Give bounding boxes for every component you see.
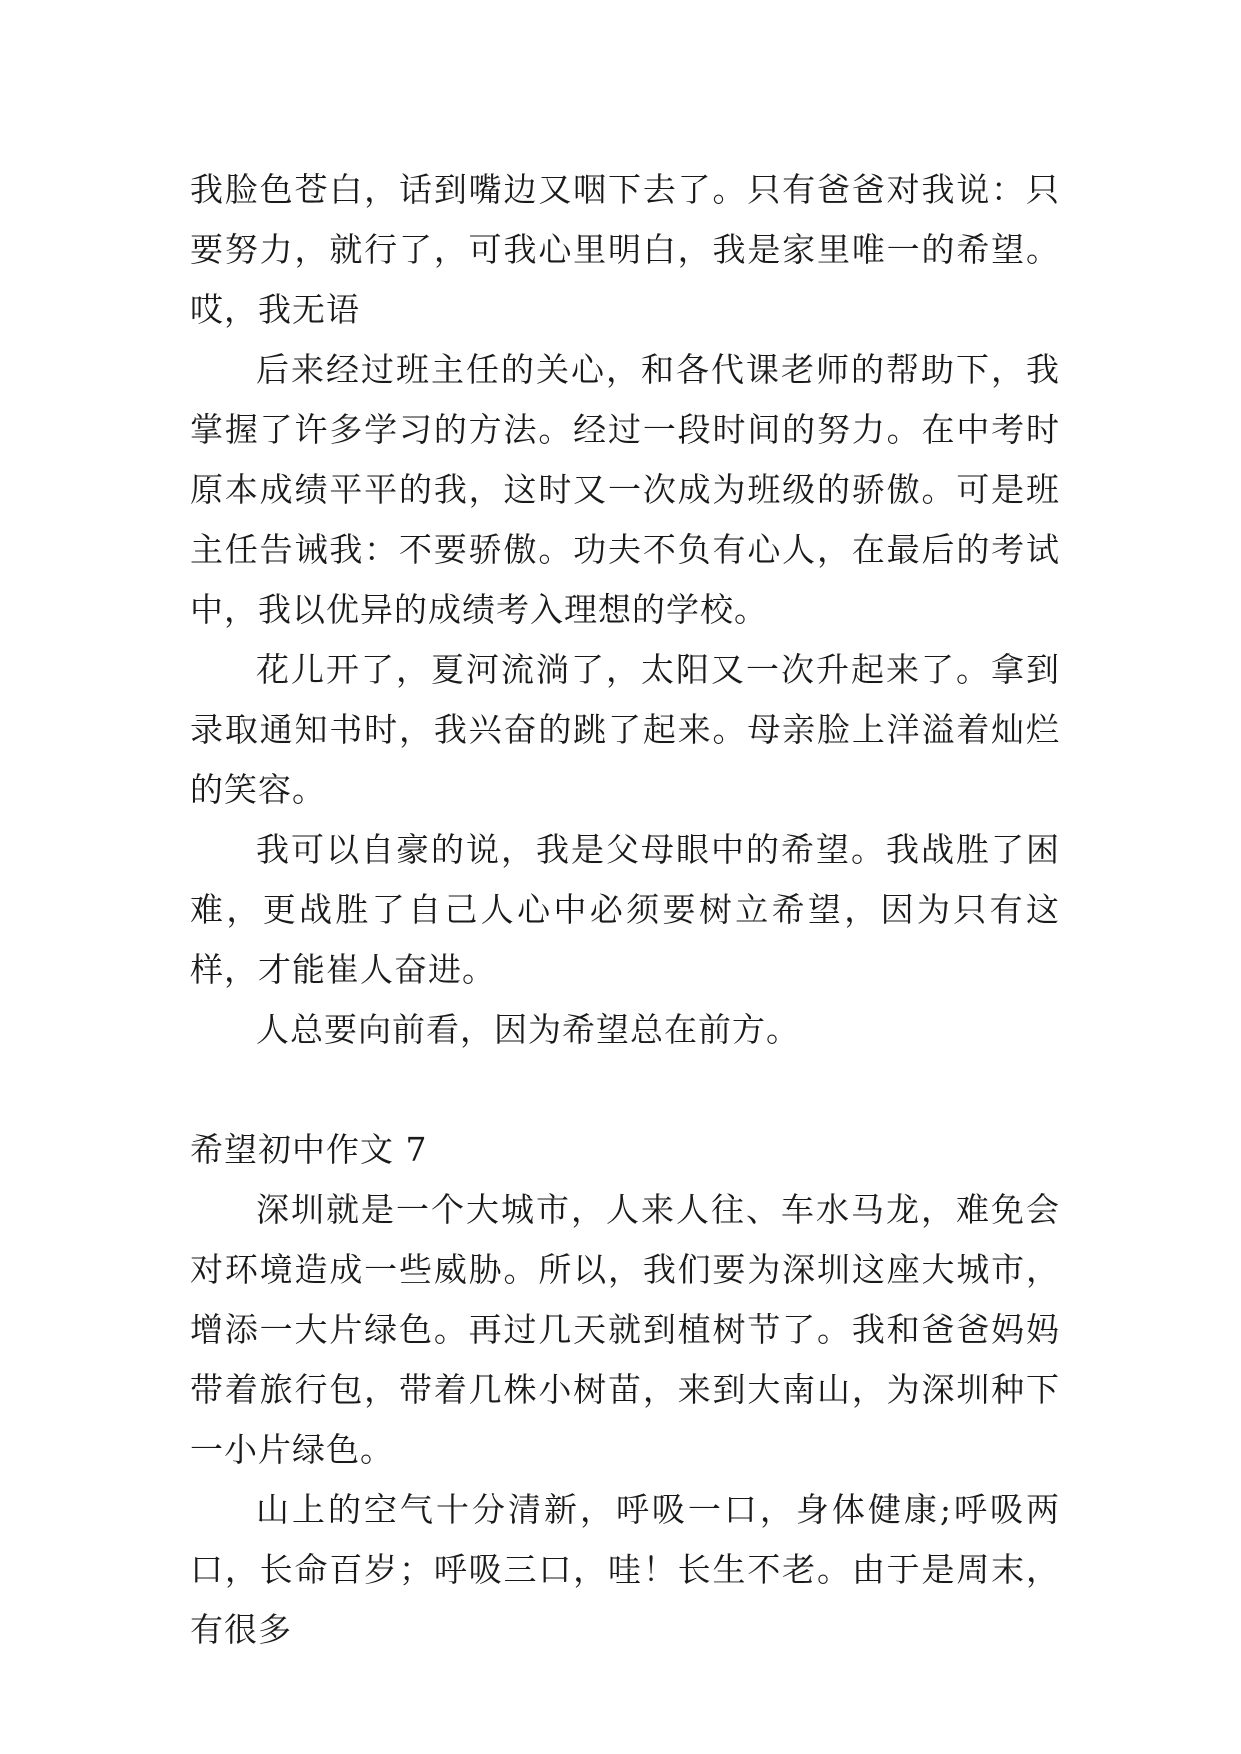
section-spacer — [190, 1060, 1060, 1120]
paragraph-3: 花儿开了，夏河流淌了，太阳又一次升起来了。拿到录取通知书时，我兴奋的跳了起来。母亲脸上洋溢着灿烂的笑容。 — [190, 650, 1060, 809]
section-paragraph-2: 山上的空气十分清新，呼吸一口，身体健康;呼吸两口，长命百岁；呼吸三口，哇！长生不老。由于是周末，有很多 — [190, 1490, 1060, 1649]
paragraph-4: 我可以自豪的说，我是父母眼中的希望。我战胜了困难，更战胜了自己人心中必须要树立希望，因为只有这样，才能崔人奋进。 — [190, 830, 1060, 989]
section-title: 希望初中作文 7 — [190, 1130, 428, 1169]
section-paragraph-1: 深圳就是一个大城市，人来人往、车水马龙，难免会对环境造成一些威胁。所以，我们要为深圳这座大城市，增添一大片绿色。再过几天就到植树节了。我和爸爸妈妈带着旅行包，带着几株小树苗，来到大南山，为深圳种下一小片绿色。 — [190, 1190, 1060, 1469]
document-body — [190, 160, 1060, 1660]
paragraph-5: 人总要向前看，因为希望总在前方。 — [256, 1010, 800, 1049]
paragraph-2: 后来经过班主任的关心，和各代课老师的帮助下，我掌握了许多学习的方法。经过一段时间的努力。在中考时原本成绩平平的我，这时又一次成为班级的骄傲。可是班主任告诫我：不要骄傲。功夫不负有心人，在最后的考试中，我以优异的成绩考入理想的学校。 — [190, 350, 1060, 629]
paragraph-1: 我脸色苍白，话到嘴边又咽下去了。只有爸爸对我说：只要努力，就行了，可我心里明白，我是家里唯一的希望。哎，我无语 — [190, 170, 1060, 329]
